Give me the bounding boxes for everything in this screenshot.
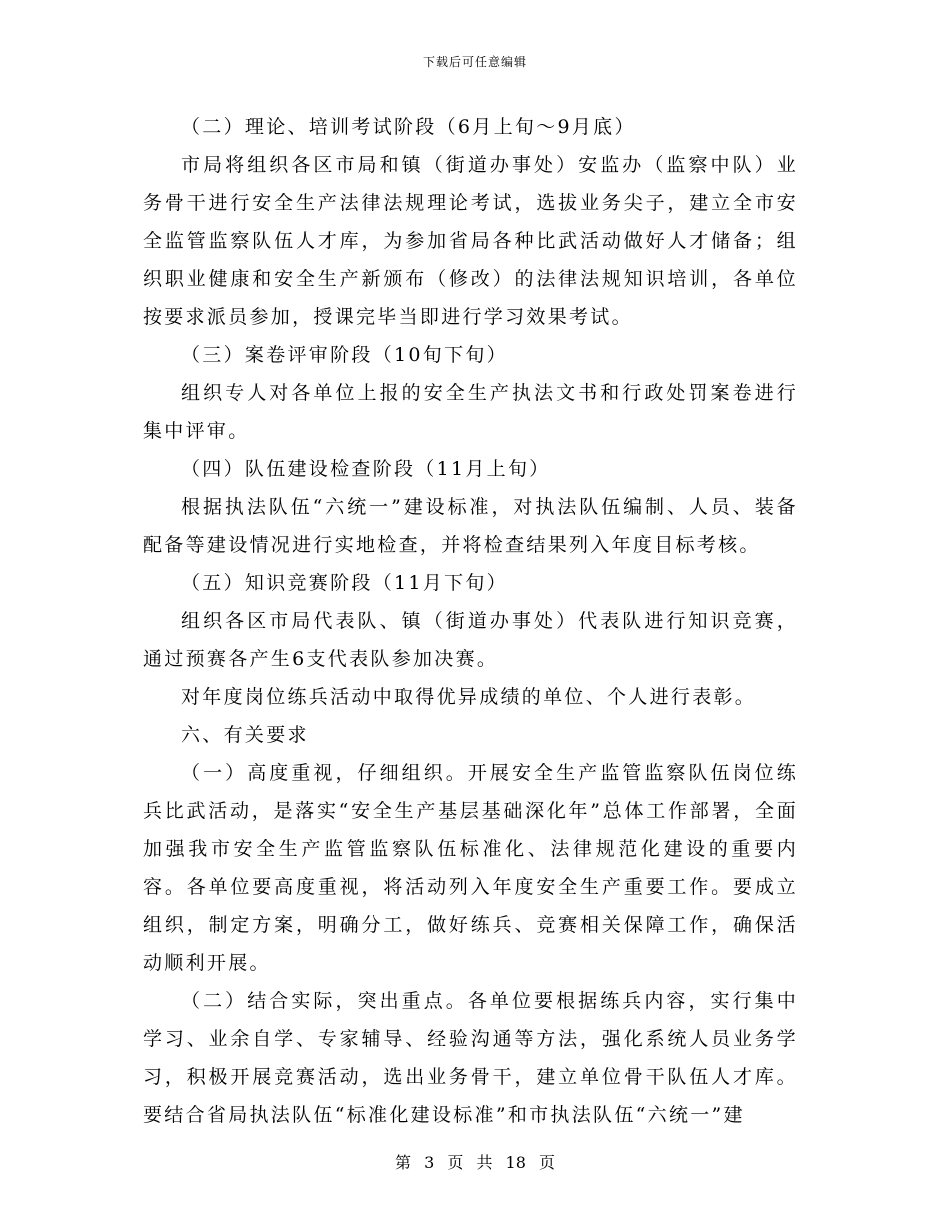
page-number-footer: 第 3 页 共 18 页 [395,1153,555,1172]
paragraph-3: （三）案卷评审阶段（10旬下旬） [181,344,508,366]
header-note: 下载后可任意编辑 [422,55,527,69]
paragraph-4: 组织专人对各单位上报的安全生产执法文书和行政处罚案卷进行集中评审。 [143,382,798,442]
paragraph-8: 组织各区市局代表队、镇（街道办事处）代表队进行知识竞赛，通过预赛各产生6支代表队参加决赛。 [143,610,798,670]
paragraph-2: 市局将组织各区市局和镇（街道办事处）安监办（监察中队）业务骨干进行安全生产法律法规理论考试，选拔业务尖子，建立全市安全监管监察队伍人才库，为参加省局各种比武活动做好人才储备；组织职业健康和安全生产新颁布（修改）的法律法规知识培训，各单位按要求派员参加，授课完毕当即进行学习效果考试。 [143,154,798,328]
paragraph-9: 对年度岗位练兵活动中取得优异成绩的单位、个人进行表彰。 [181,686,757,708]
section-heading-6: 六、有关要求 [181,724,309,746]
document-body [143,108,798,1134]
paragraph-11: （一）高度重视，仔细组织。开展安全生产监管监察队伍岗位练兵比武活动，是落实“安全生产基层基础深化年”总体工作部署，全面加强我市安全生产监管监察队伍标准化、法律规范化建设的重要内容。各单位要高度重视，将活动列入年度安全生产重要工作。要成立组织，制定方案，明确分工，做好练兵、竞赛相关保障工作，确保活动顺利开展。 [143,762,798,974]
paragraph-12: （二）结合实际，突出重点。各单位要根据练兵内容，实行集中学习、业余自学、专家辅导、经验沟通等方法，强化系统人员业务学习，积极开展竞赛活动，选出业务骨干，建立单位骨干队伍人才库。要结合省局执法队伍“标准化建设标准”和市执法队伍“六统一”建 [143,990,798,1126]
paragraph-5: （四）队伍建设检查阶段（11月上旬） [181,458,551,480]
paragraph-6: 根据执法队伍“六统一”建设标准，对执法队伍编制、人员、装备配备等建设情况进行实地检查，并将检查结果列入年度目标考核。 [143,496,798,556]
paragraph-7: （五）知识竞赛阶段（11月下旬） [181,572,508,594]
paragraph-1: （二）理论、培训考试阶段（6月上旬～9月底） [181,116,636,138]
